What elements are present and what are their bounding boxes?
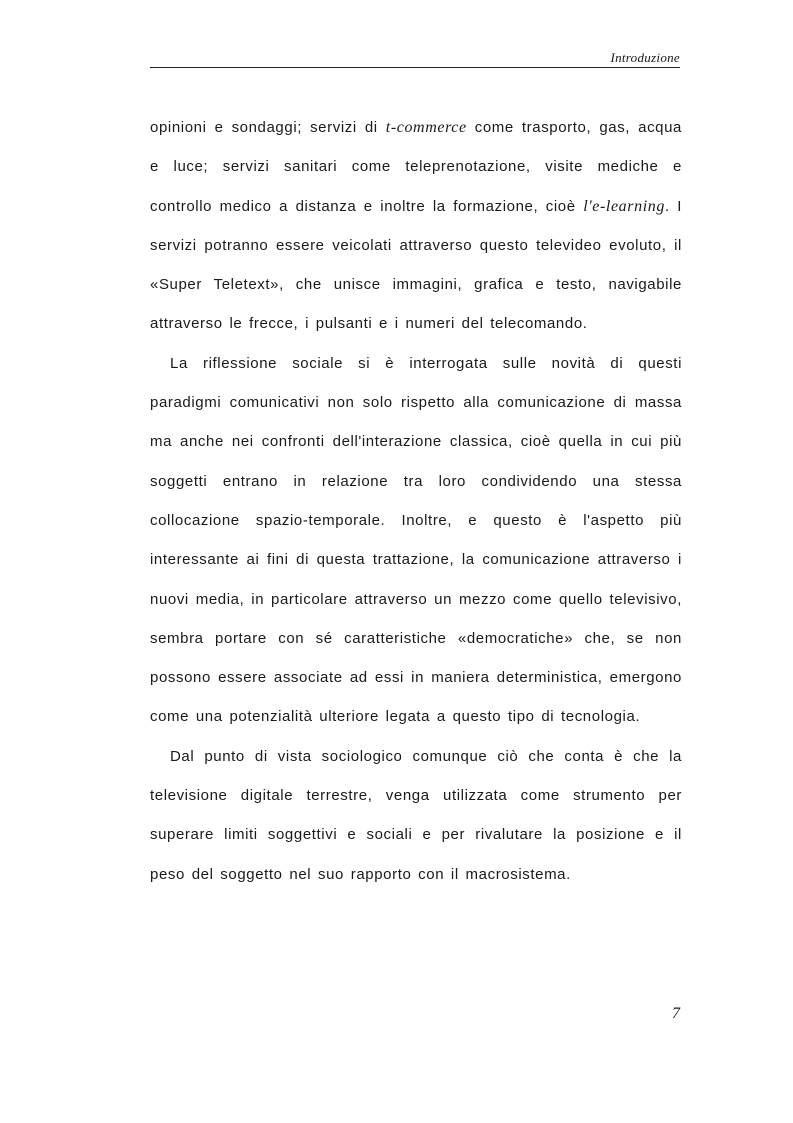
paragraph-1-text-a: opinioni e sondaggi; servizi di <box>150 119 386 136</box>
running-header: Introduzione <box>610 50 680 65</box>
page-number: 7 <box>672 1005 680 1022</box>
body-text <box>150 108 682 894</box>
paragraph-1-text-c: . I servizi potranno essere veicolati attraverso questo televideo evoluto, il «Super Teletext», che unisce immagini, grafica e testo, navigabile attraverso le frecce, i pulsanti e i numeri del telecomando. <box>150 197 683 333</box>
header-rule <box>150 67 680 68</box>
paragraph-3: Dal punto di vista sociologico comunque ciò che conta è che la televisione digitale terrestre, venga utilizzata come strumento per superare limiti soggettivi e sociali e per rivalutare la posizione e il peso del soggetto nel suo rapporto con il macrosistema. <box>150 747 682 883</box>
paragraph-1 <box>150 108 682 344</box>
paragraph-2: La riflessione sociale si è interrogata sulle novità di questi paradigmi comunicativi non solo rispetto alla comunicazione di massa ma anche nei confronti dell'interazione classica, cioè quella in cui più soggetti entrano in relazione tra loro condividendo una stessa collocazione spazio-temporale. Inoltre, e questo è l'aspetto più interessante ai fini di questa trattazione, la comunicazione attraverso i nuovi media, in particolare attraverso un mezzo come quello televisivo, sembra portare con sé caratteristiche «democratiche» che, se non possono essere associate ad essi in maniera deterministica, emergono come una potenzialità ulteriore legata a questo tipo di tecnologia. <box>150 354 682 726</box>
paragraph-1-text-b: come trasporto, gas, acqua e luce; servizi sanitari come teleprenotazione, visite mediche e controllo medico a distanza e inoltre la formazione, cioè <box>150 119 682 215</box>
paragraph-1-term-t-commerce: t-commerce <box>385 119 467 136</box>
paragraph-1-term-e-learning: l'e-learning <box>583 197 665 215</box>
